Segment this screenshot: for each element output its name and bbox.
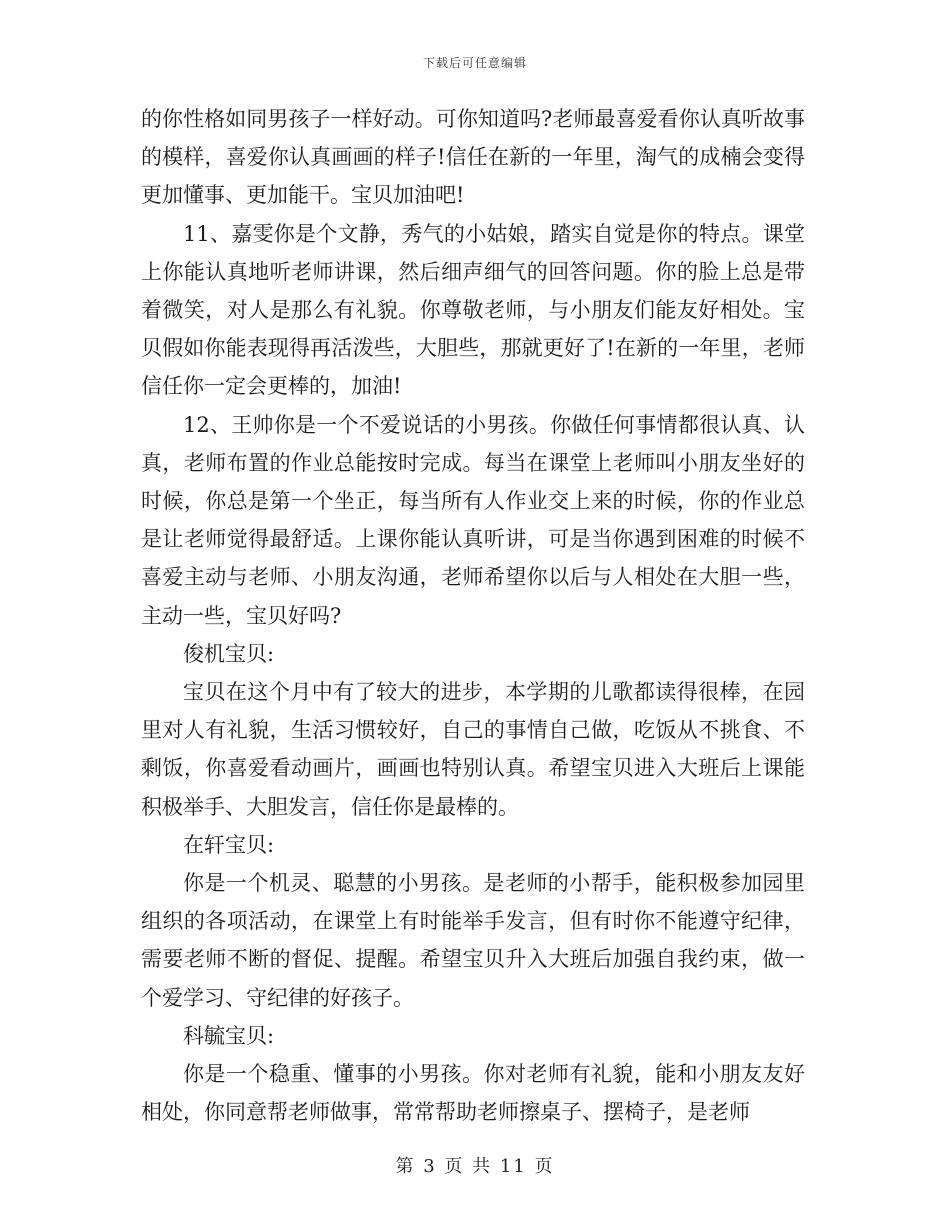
heading-keyu: 科毓宝贝:: [183, 1023, 275, 1048]
page-footer: 第 3 页 共 11 页: [395, 1156, 555, 1177]
paragraph-2: 11、嘉雯你是个文静，秀气的小姑娘，踏实自觉是你的特点。课堂上你能认真地听老师讲课，然后细声细气的回答问题。你的脸上总是带着微笑，对人是那么有礼貌。你尊敬老师，与小朋友们能友好相处。宝贝假如你能表现得再活泼些，大胆些，那就更好了!在新的一年里，老师信任你一定会更棒的，加油!: [141, 221, 805, 399]
document-body: [141, 100, 805, 1131]
heading-zaixuan: 在轩宝贝:: [183, 832, 275, 857]
paragraph-5: 你是一个机灵、聪慧的小男孩。是老师的小帮手，能积极参加园里组织的各项活动，在课堂上有时能举手发言，但有时你不能遵守纪律，需要老师不断的督促、提醒。希望宝贝升入大班后加强自我约束，做一个爱学习、守纪律的好孩子。: [141, 871, 805, 1010]
paragraph-6: 你是一个稳重、懂事的小男孩。你对老师有礼貌，能和小朋友友好相处，你同意帮老师做事，常常帮助老师擦桌子、摆椅子，是老师: [141, 1062, 805, 1125]
paragraph-4: 宝贝在这个月中有了较大的进步，本学期的儿歌都读得很棒，在园里对人有礼貌，生活习惯较好，自己的事情自己做，吃饭从不挑食、不剩饭，你喜爱看动画片，画画也特别认真。希望宝贝进入大班后上课能积极举手、大胆发言，信任你是最棒的。: [141, 680, 805, 819]
heading-junji: 俊机宝贝:: [183, 641, 275, 666]
page-header: 下载后可任意编辑: [422, 56, 527, 70]
paragraph-1: 的你性格如同男孩子一样好动。可你知道吗?老师最喜爱看你认真听故事的模样，喜爱你认真画画的样子!信任在新的一年里，淘气的成楠会变得更加懂事、更加能干。宝贝加油吧!: [141, 107, 805, 208]
paragraph-3: 12、王帅你是一个不爱说话的小男孩。你做任何事情都很认真、认真，老师布置的作业总能按时完成。每当在课堂上老师叫小朋友坐好的时候，你总是第一个坐正，每当所有人作业交上来的时候，你的作业总是让老师觉得最舒适。上课你能认真听讲，可是当你遇到困难的时候不喜爱主动与老师、小朋友沟通，老师希望你以后与人相处在大胆一些，主动一些，宝贝好吗?: [141, 412, 805, 628]
